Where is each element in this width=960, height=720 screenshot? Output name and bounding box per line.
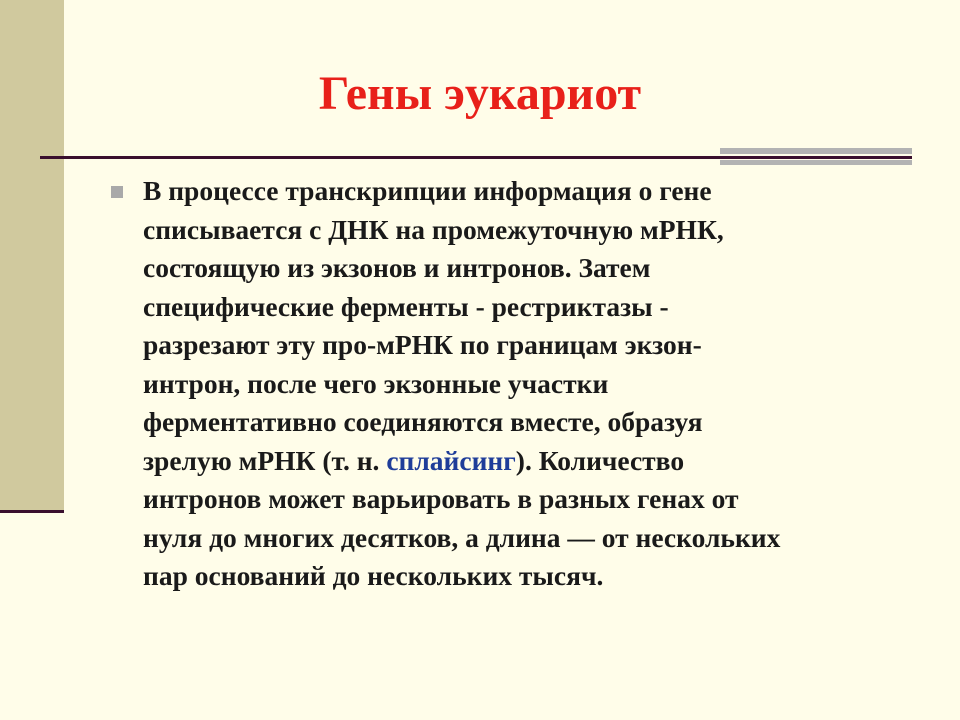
paragraph-line: В процессе транскрипции информация о гене: [143, 175, 712, 206]
paragraph-line: списывается с ДНК на промежуточную мРНК,: [143, 213, 724, 245]
paragraph-line: пар оснований до нескольких тысяч.: [143, 560, 604, 591]
paragraph-line: интронов может варьировать в разных генах от: [143, 483, 739, 514]
bullet-paragraph: [143, 172, 903, 596]
title-rule: [40, 156, 912, 159]
title-accent-bar: [720, 148, 912, 154]
slide-title: Гены эукариот: [318, 67, 642, 120]
paragraph-line: [143, 442, 903, 481]
paragraph-line: состоящую из экзонов и интронов. Затем: [143, 252, 651, 283]
paragraph-line: интрон, после чего экзонные участки: [143, 367, 609, 399]
title-accent-bar-lower: [720, 160, 912, 165]
paragraph-line: специфические ферменты - рестриктазы -: [143, 290, 669, 322]
paragraph-line: разрезают эту про-мРНК по границам экзон-: [143, 329, 702, 360]
left-decor-line: [0, 510, 64, 513]
line-text-after: ). Количество: [515, 444, 685, 476]
square-bullet-icon: [111, 186, 123, 198]
line-text-before: зрелую мРНК (т. н.: [143, 444, 387, 476]
paragraph-line: нуля до многих десятков, а длина — от нескольких: [143, 521, 781, 553]
paragraph-line: ферментативно соединяются вместе, образуя: [143, 406, 703, 437]
splicing-term-link[interactable]: сплайсинг: [386, 444, 516, 476]
